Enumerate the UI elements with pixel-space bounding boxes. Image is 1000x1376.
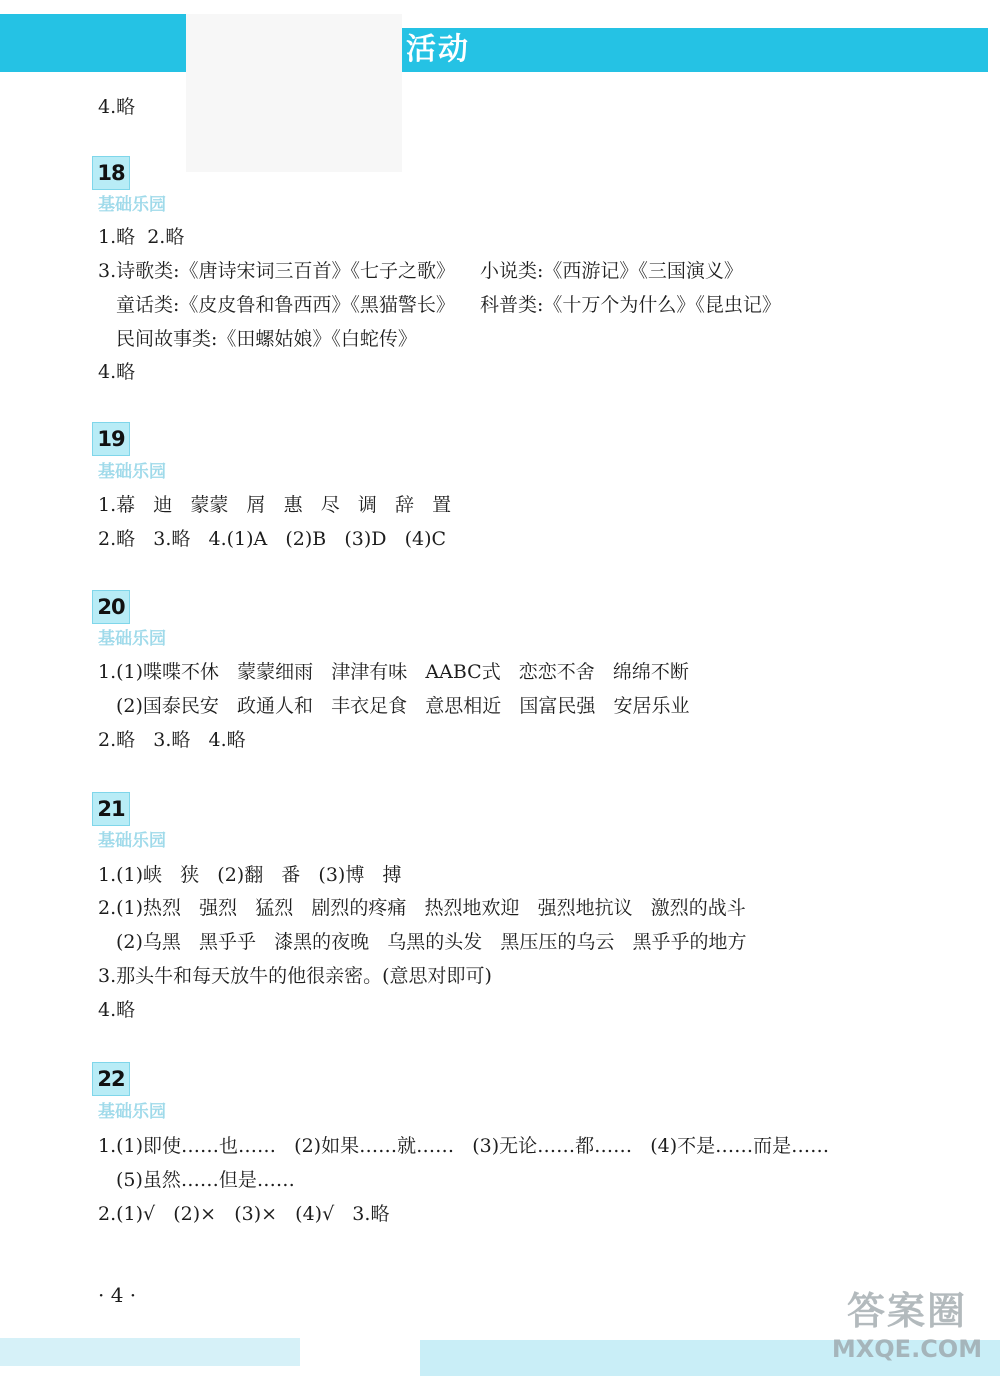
- section-subhead: 基础乐园: [98, 831, 166, 851]
- watermark-text: 答案圈: [846, 1289, 967, 1333]
- header-title: 活动: [406, 32, 470, 67]
- intro-line: 4.略: [98, 96, 136, 118]
- answer-line: 1.(1)即使……也…… (2)如果……就…… (3)无论……都…… (4)不是……而是……: [98, 1135, 830, 1157]
- header-bar-left: [0, 14, 186, 72]
- answer-line: 3.诗歌类:《唐诗宋词三百首》《七子之歌》: [98, 260, 456, 282]
- answer-line: 4.略: [98, 361, 136, 383]
- answer-line: 小说类:《西游记》《三国演义》: [480, 260, 743, 282]
- section-number-badge: 22: [92, 1062, 130, 1096]
- section-subhead: 基础乐园: [98, 195, 166, 215]
- section-subhead: 基础乐园: [98, 1102, 166, 1122]
- answer-line: (2)乌黑 黑乎乎 漆黑的夜晚 乌黑的头发 黑压压的乌云 黑乎乎的地方: [116, 931, 747, 953]
- section-number-badge: 20: [92, 590, 130, 624]
- answer-line: (2)国泰民安 政通人和 丰衣足食 意思相近 国富民强 安居乐业: [116, 695, 690, 717]
- answer-line: 2.(1)热烈 强烈 猛烈 剧烈的疼痛 热烈地欢迎 强烈地抗议 激烈的战斗: [98, 897, 746, 919]
- answer-line: 科普类:《十万个为什么》《昆虫记》: [480, 294, 781, 316]
- answer-line: 1.幕 迪 蒙蒙 屑 惠 尽 调 辞 置: [98, 494, 452, 516]
- answer-line: 3.那头牛和每天放牛的他很亲密。(意思对即可): [98, 965, 492, 987]
- header-bar: [402, 28, 988, 72]
- answer-line: 4.略: [98, 999, 136, 1021]
- answer-line: 2.(1)√ (2)× (3)× (4)√ 3.略: [98, 1203, 390, 1225]
- footer-bar-left: [0, 1338, 300, 1366]
- answer-line: 2.略 3.略 4.(1)A (2)B (3)D (4)C: [98, 528, 447, 550]
- section-number-badge: 21: [92, 792, 130, 826]
- section-number-badge: 19: [92, 422, 130, 456]
- section-number-badge: 18: [92, 156, 130, 190]
- watermark-url: MXQE.COM: [831, 1335, 983, 1363]
- section-subhead: 基础乐园: [98, 462, 166, 482]
- masked-region: [186, 14, 402, 172]
- answer-line: 1.(1)峡 狭 (2)翻 番 (3)博 搏: [98, 864, 402, 886]
- section-subhead: 基础乐园: [98, 629, 166, 649]
- answer-line: 民间故事类:《田螺姑娘》《白蛇传》: [116, 328, 417, 350]
- answer-line: 2.略 3.略 4.略: [98, 729, 246, 751]
- answer-line: (5)虽然……但是……: [116, 1169, 295, 1191]
- watermark-logo: [822, 1288, 992, 1372]
- answer-line: 1.(1)喋喋不休 蒙蒙细雨 津津有味 AABC式 恋恋不舍 绵绵不断: [98, 661, 689, 683]
- answer-line: 1.略 2.略: [98, 226, 185, 248]
- answer-line: 童话类:《皮皮鲁和鲁西西》《黑猫警长》: [116, 294, 455, 316]
- page-number: · 4 ·: [98, 1283, 137, 1307]
